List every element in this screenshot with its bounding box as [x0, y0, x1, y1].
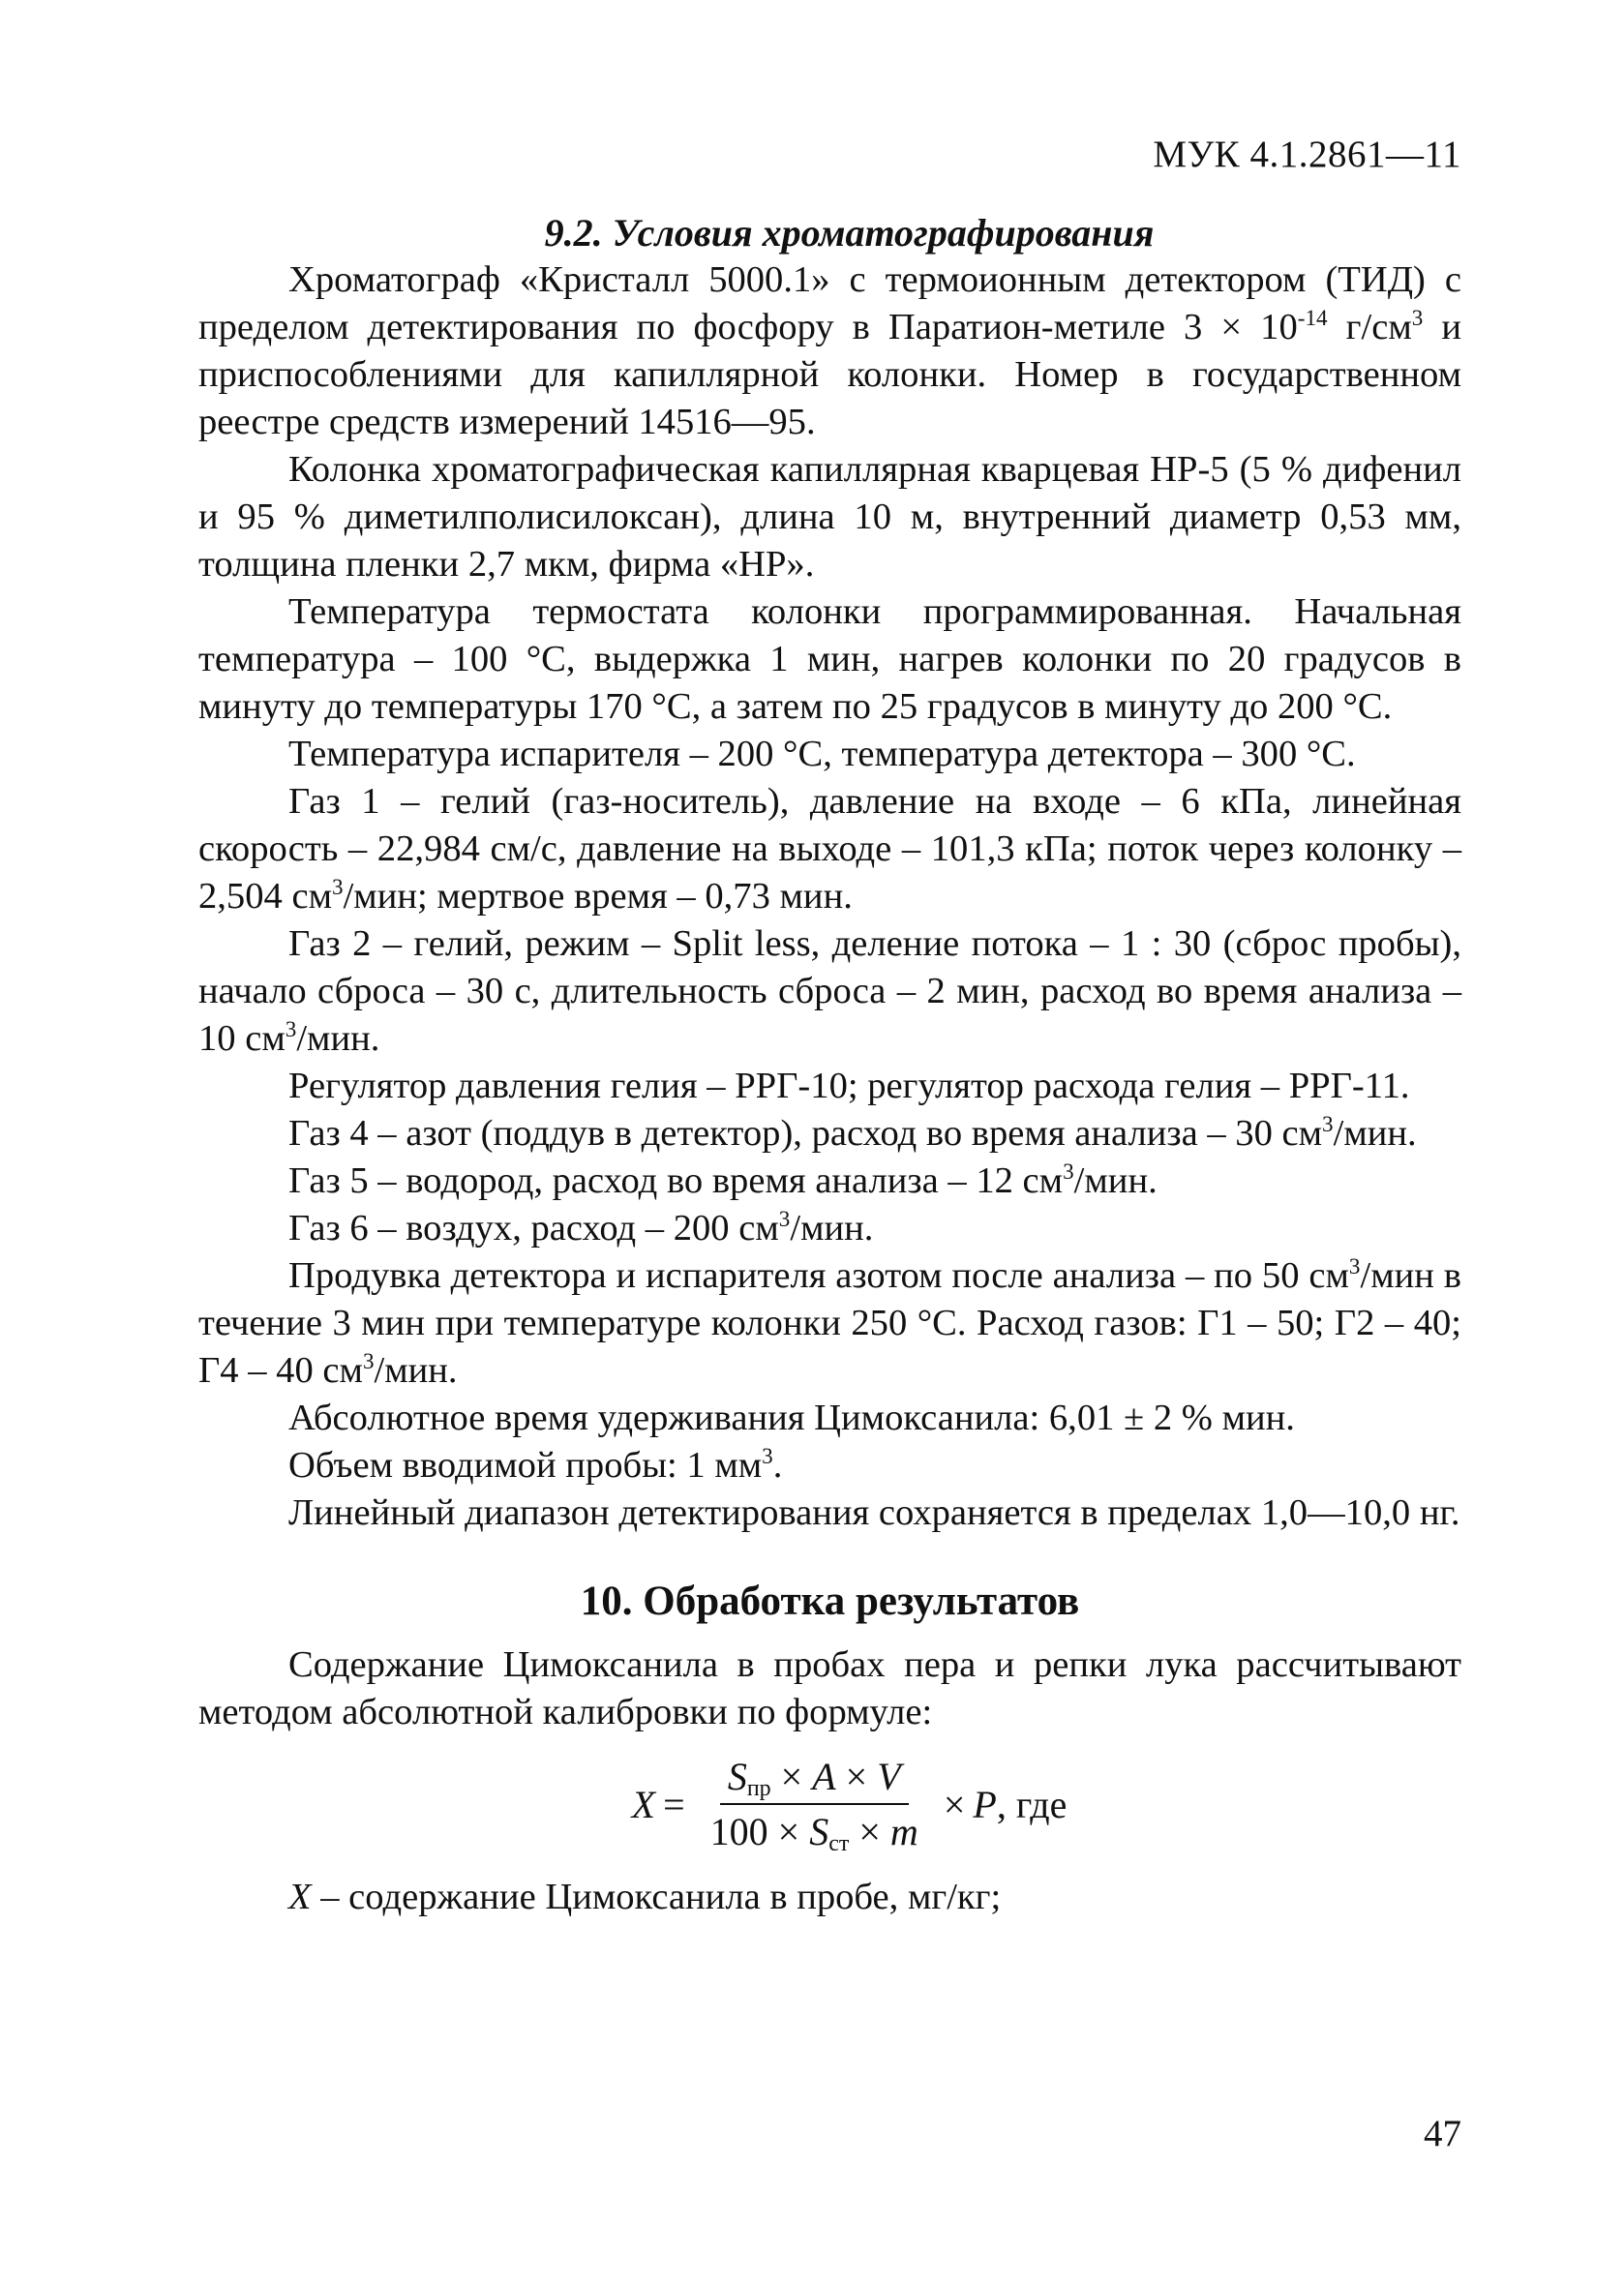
paragraph-gas-2: Газ 2 – гелий, режим – Split less, деление потока – 1 : 30 (сброс пробы), начало сброса – 30 с, длительность сброса – 2 мин, расход во время анализа – 10 $см^3$/мин. [198, 923, 1461, 1059]
paragraph-retention-time: Абсолютное время удерживания Цимоксанила: 6,01 ± 2 % мин. [288, 1398, 1295, 1438]
paragraph-sample-volume: Объем вводимой пробы: 1 $мм^3$. [288, 1444, 783, 1486]
paragraph-purge: Продувка детектора и испарителя азотом после анализа – по 50 $см^3$/мин в течение 3 мин при температуре колонки 250 °С. Расход газов: Г1 – 50; Г2 – 40; Г4 – 40 $см^3$/мин. [198, 1254, 1461, 1391]
paragraph-results-intro: Содержание Цимоксанила в пробах пера и репки лука рассчитывают методом абсолютной калибровки по формуле: [198, 1644, 1461, 1732]
section-title: 10. Обработка результатов [580, 1579, 1080, 1624]
paragraph-thermostat: Температура термостата колонки программированная. Начальная температура – 100 °С, выдержка 1 мин, нагрев колонки по 20 градусов в минуту до температуры 170 °С, а затем по 25 градусов в минуту до 200 °С. [198, 591, 1461, 727]
formula [237, 1754, 1461, 1854]
formula-times: × [943, 1782, 966, 1826]
formula-denominator: $100 \times S_{ст} \times m$ [709, 1810, 918, 1856]
formula-p: P [973, 1782, 997, 1826]
paragraph-gas-4: Газ 4 – азот (поддув в детектор), расход во время анализа – 30 $см^3$/мин. [288, 1112, 1417, 1154]
paragraph-gas-6: Газ 6 – воздух, расход – 200 $см^3$/мин. [288, 1207, 874, 1249]
formula-tail: , где [996, 1782, 1068, 1826]
paragraph-gas-1: Газ 1 – гелий (газ-носитель), давление на входе – 6 кПа, линейная скорость – 22,984 см/с, давление на выходе – 101,3 кПа; поток через колонку – 2,504 $см^3$/мин; мертвое время – 0,73 мин. [198, 781, 1461, 917]
paragraph-linear-range: Линейный диапазон детектирования сохраняется в пределах 1,0—10,0 нг. [288, 1492, 1460, 1533]
paragraph-chromatograph: Хроматограф «Кристалл 5000.1» с термоионным детектором (ТИД) с пределом детектирования по фосфору в Паратион-метиле $3 \times 10^{-14}$ $г/см^3$ и приспособлениями для капиллярной колонки. Номер в государственном реестре средств измерений 14516—95. [198, 259, 1461, 442]
paragraph-column: Колонка хроматографическая капиллярная кварцевая HP-5 (5 % дифенил и 95 % диметилполисилоксан), длина 10 м, внутренний диаметр 0,53 мм, толщина пленки 2,7 мкм, фирма «HP». [198, 449, 1461, 585]
formula-lhs: X [631, 1782, 656, 1826]
formula-fraction [703, 1754, 926, 1854]
paragraph-regulators: Регулятор давления гелия – РРГ-10; регулятор расхода гелия – РРГ-11. [288, 1066, 1410, 1106]
paragraph-evaporator: Температура испарителя – 200 °С, температура детектора – 300 °С. [288, 734, 1356, 774]
formula-equals: = [663, 1782, 685, 1826]
paragraph-gas-5: Газ 5 – водород, расход во время анализа – 12 $см^3$/мин. [288, 1159, 1158, 1201]
running-head: МУК 4.1.2861—11 [1153, 134, 1461, 175]
page-number: 47 [1424, 2113, 1461, 2154]
formula-numerator: $S_{пр} \times A \times V$ [720, 1754, 909, 1805]
definition-x: X – содержание Цимоксанила в пробе, мг/кг; [288, 1877, 1002, 1917]
subsection-title: 9.2. Условия хроматографирования [544, 211, 1155, 255]
